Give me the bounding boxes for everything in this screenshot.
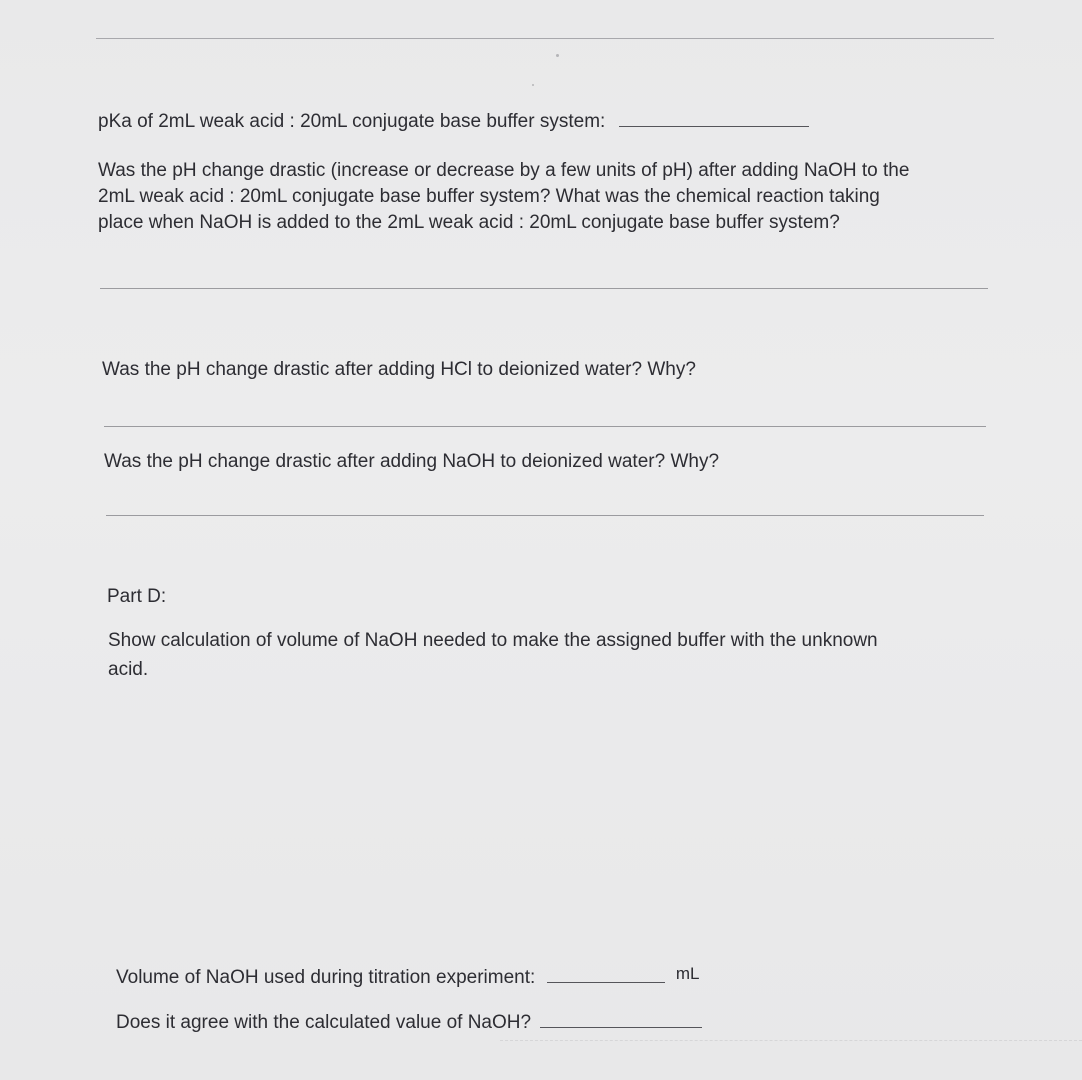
- agreement-question: Does it agree with the calculated value of NaOH?: [116, 1012, 532, 1033]
- titration-volume-label: Volume of NaOH used during titration experiment:: [116, 967, 536, 988]
- hcl-water-answer-line[interactable]: [104, 426, 986, 427]
- calculation-prompt-line2: acid.: [108, 659, 149, 680]
- titration-volume-row: [116, 965, 699, 991]
- titration-volume-unit: mL: [675, 964, 700, 983]
- naoh-water-answer-line[interactable]: [106, 515, 984, 516]
- top-divider: [96, 38, 994, 39]
- pka-question: [98, 109, 809, 135]
- paper-speck: [532, 84, 534, 86]
- pka-question-text: pKa of 2mL weak acid : 20mL conjugate base buffer system:: [98, 111, 606, 132]
- calculation-prompt: [108, 628, 988, 683]
- paper-speck: [556, 54, 559, 57]
- naoh-buffer-question-line3: place when NaOH is added to the 2mL weak acid : 20mL conjugate base buffer system?: [98, 212, 840, 233]
- naoh-buffer-question: [98, 158, 998, 236]
- naoh-buffer-question-line1: Was the pH change drastic (increase or decrease by a few units of pH) after adding NaOH to the: [98, 160, 910, 181]
- bottom-faint-line: [500, 1040, 1082, 1041]
- part-d-heading: Part D:: [107, 586, 167, 607]
- naoh-buffer-answer-line[interactable]: [100, 288, 988, 289]
- agreement-row: [116, 1010, 702, 1036]
- hcl-water-question: Was the pH change drastic after adding HCl to deionized water? Why?: [102, 359, 696, 380]
- titration-volume-blank[interactable]: [547, 966, 665, 983]
- naoh-water-question: Was the pH change drastic after adding NaOH to deionized water? Why?: [104, 451, 720, 472]
- naoh-buffer-question-line2: 2mL weak acid : 20mL conjugate base buffer system? What was the chemical reaction taking: [98, 186, 880, 207]
- agreement-answer-blank[interactable]: [540, 1011, 702, 1028]
- pka-answer-blank[interactable]: [619, 110, 809, 127]
- calculation-prompt-line1: Show calculation of volume of NaOH needed to make the assigned buffer with the unknown: [108, 630, 878, 651]
